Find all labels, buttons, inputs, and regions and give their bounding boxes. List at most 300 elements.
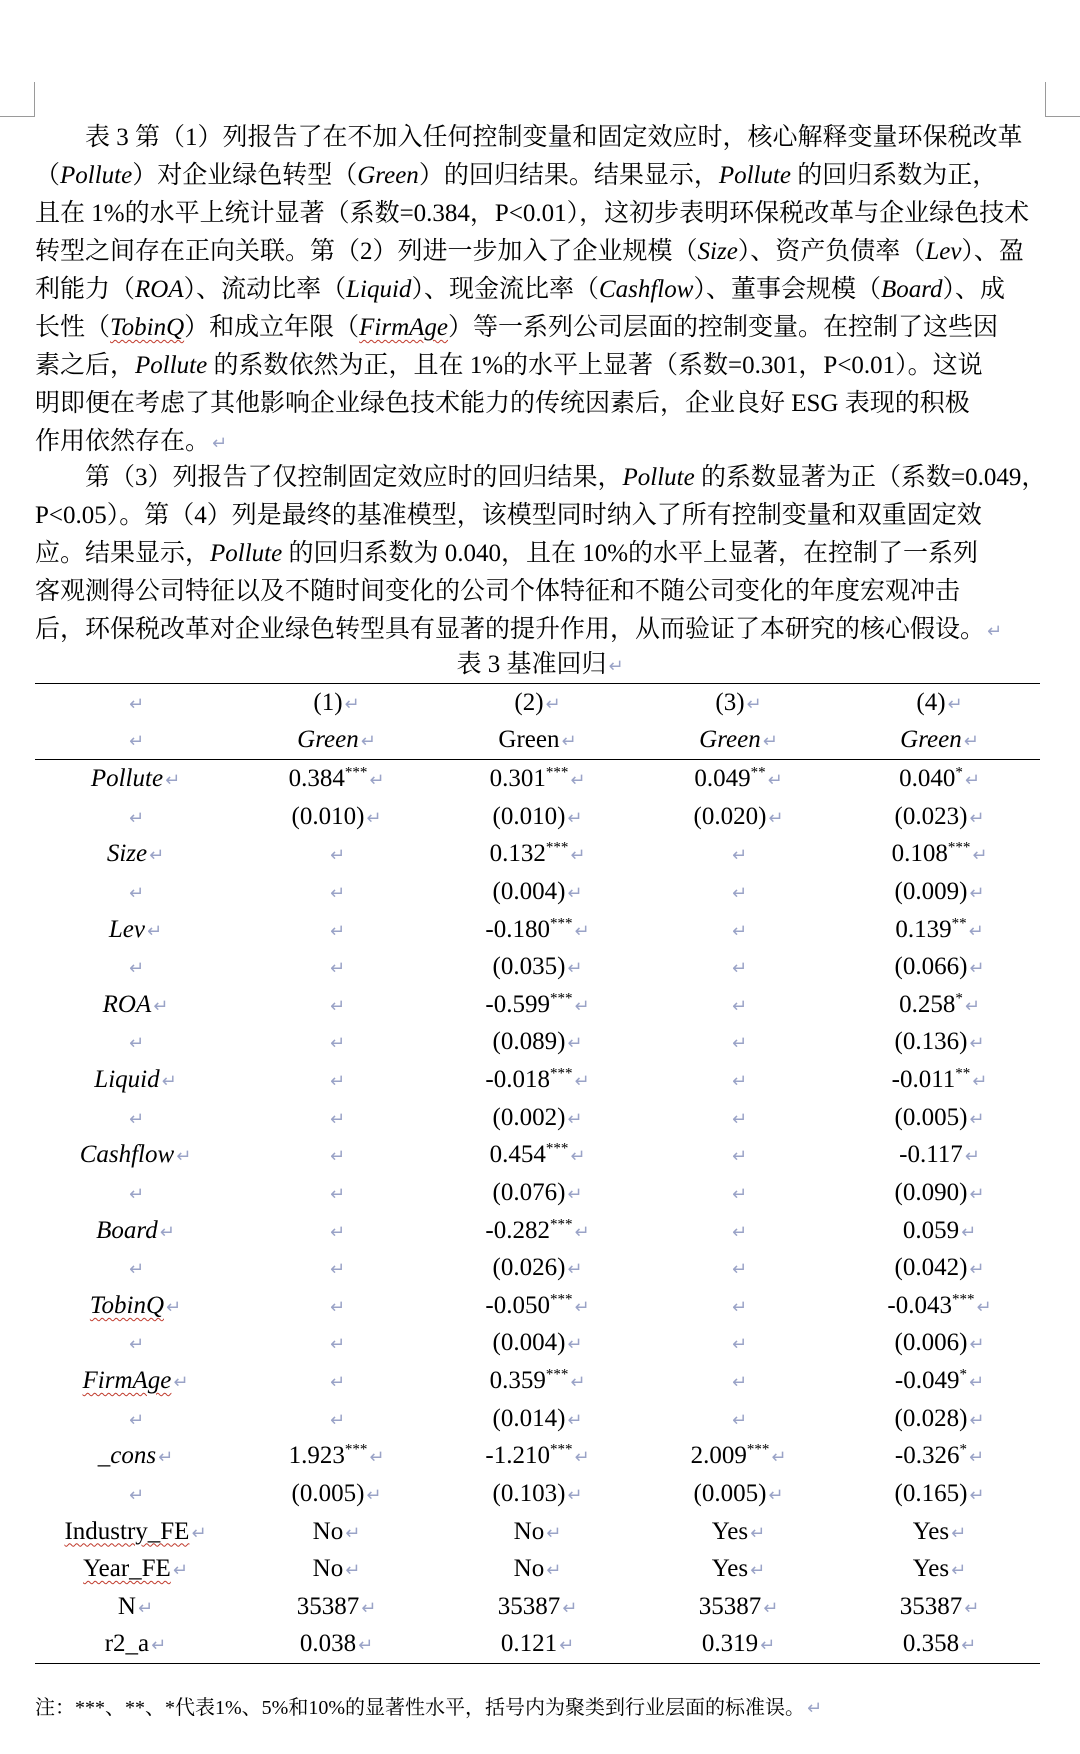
table-cell (638, 1174, 839, 1212)
table-cell (236, 1174, 437, 1212)
cell-value: Green (699, 726, 761, 754)
significance-stars: *** (344, 764, 368, 781)
return-mark-icon: ↵ (570, 845, 586, 867)
paragraph-line (35, 309, 1040, 347)
variable-name: TobinQ (110, 314, 185, 341)
table-cell (839, 1174, 1040, 1212)
cell-value: (0.042) (894, 1254, 968, 1282)
table-cell (236, 1287, 437, 1325)
row-label (35, 1513, 236, 1551)
return-mark-icon: ↵ (963, 731, 979, 753)
return-mark-icon: ↵ (972, 845, 988, 867)
table-cell (437, 1400, 638, 1438)
row-label (35, 1438, 236, 1476)
table-cell (437, 911, 638, 949)
return-mark-icon: ↵ (128, 731, 145, 753)
cell-value: 2.009 (690, 1442, 747, 1470)
significance-stars: *** (746, 1441, 770, 1458)
return-mark-icon: ↵ (567, 1484, 583, 1506)
table-cell (839, 836, 1040, 874)
return-mark-icon: ↵ (545, 693, 561, 715)
table-cell (638, 1588, 839, 1626)
table-note-text: 注：***、**、*代表1%、5%和10%的显著性水平，括号内为聚类到行业层面的标准误。 (35, 1697, 805, 1719)
table-cell (839, 760, 1040, 798)
return-mark-icon: ↵ (172, 1560, 188, 1582)
cell-value: Board (96, 1216, 158, 1244)
cell-value: 0.132 (489, 840, 546, 868)
return-mark-icon: ↵ (969, 1259, 985, 1281)
row-label (35, 798, 236, 836)
cell-value: No (513, 1517, 545, 1545)
table-cell (839, 1249, 1040, 1287)
return-mark-icon: ↵ (969, 882, 985, 904)
return-mark-icon: ↵ (961, 1221, 977, 1243)
table-cell (839, 1024, 1040, 1062)
cell-value: (0.136) (894, 1028, 968, 1056)
text-run: ）、成 (942, 276, 1006, 303)
cell-value: (0.009) (894, 877, 968, 905)
return-mark-icon: ↵ (574, 920, 590, 942)
table-cell (839, 1438, 1040, 1476)
table-cell (638, 986, 839, 1024)
text-run: 明即便在考虑了其他影响企业绿色技术能力的传统因素后，企业良好 ESG 表现的积极 (35, 390, 970, 417)
return-mark-icon: ↵ (128, 1183, 145, 1205)
text-run: 后，环保税改革对企业绿色转型具有显著的提升作用，从而验证了本研究的核心假设。 (35, 616, 986, 643)
table-row (35, 1137, 1040, 1175)
table-cell (437, 986, 638, 1024)
table-cell (437, 836, 638, 874)
return-mark-icon: ↵ (574, 995, 590, 1017)
cell-value: (0.076) (492, 1178, 566, 1206)
text-run: 应。结果显示， (35, 540, 211, 567)
return-mark-icon: ↵ (968, 920, 984, 942)
paragraph-line (35, 385, 1040, 423)
significance-stars: *** (549, 1291, 573, 1308)
return-mark-icon: ↵ (128, 1484, 145, 1506)
cell-value: ROA (102, 990, 152, 1018)
cell-value: 35387 (899, 1592, 963, 1620)
cell-value: (0.020) (693, 802, 767, 830)
return-mark-icon: ↵ (969, 807, 985, 829)
significance-stars: *** (545, 839, 569, 856)
text-run: 且在 1%的水平上统计显著（系数=0.384，P<0.01），这初步表明环保税改革与企业绿色技术 (35, 200, 1030, 227)
text-run: ）、盈 (961, 238, 1024, 265)
row-label (35, 1174, 236, 1212)
column-header (437, 684, 638, 722)
table-cell (236, 1513, 437, 1551)
text-run: ）的回归结果。结果显示， (418, 162, 719, 189)
return-mark-icon: ↵ (762, 731, 778, 753)
cell-value: 0.258 (899, 990, 956, 1018)
table-cell (839, 1362, 1040, 1400)
return-mark-icon: ↵ (128, 1259, 145, 1281)
paragraph-line (35, 611, 1040, 651)
cell-value: -0.011 (891, 1066, 956, 1094)
table-cell (839, 911, 1040, 949)
cell-value: 0.059 (902, 1216, 960, 1244)
table-cell (839, 948, 1040, 986)
row-label (35, 1212, 236, 1250)
text-run: 的系数显著为正（系数=0.049， (694, 464, 1047, 491)
row-label (35, 1249, 236, 1287)
cell-value: (4) (916, 688, 946, 716)
table-cell (437, 1249, 638, 1287)
cell-value: Pollute (90, 765, 164, 793)
text-run: 的系数依然为正，且在 1%的水平上显著（系数=0.301，P<0.01）。这说 (207, 352, 983, 379)
return-mark-icon: ↵ (329, 1033, 346, 1055)
cell-value: 0.108 (891, 840, 948, 868)
cell-value: 35387 (698, 1592, 762, 1620)
cell-value: (0.006) (894, 1329, 968, 1357)
return-mark-icon: ↵ (567, 1033, 583, 1055)
return-mark-icon: ↵ (731, 1071, 748, 1093)
table-row (35, 948, 1040, 986)
return-mark-icon: ↵ (329, 1334, 346, 1356)
column-header (638, 684, 839, 722)
significance-stars: *** (947, 839, 971, 856)
return-mark-icon: ↵ (731, 1146, 748, 1168)
row-label (35, 1550, 236, 1588)
return-mark-icon: ↵ (128, 1334, 145, 1356)
table-cell (638, 1325, 839, 1363)
return-mark-icon: ↵ (746, 693, 762, 715)
table-row (35, 873, 1040, 911)
table-cell (839, 873, 1040, 911)
return-mark-icon: ↵ (806, 1698, 823, 1719)
cell-value: -0.018 (485, 1066, 550, 1094)
column-header (236, 722, 437, 760)
table-cell (839, 1550, 1040, 1588)
cell-value: Yes (912, 1555, 950, 1583)
return-mark-icon: ↵ (969, 1334, 985, 1356)
cell-value: 0.121 (500, 1630, 558, 1658)
table-cell (437, 1362, 638, 1400)
table-header-row (35, 722, 1040, 760)
return-mark-icon: ↵ (570, 1372, 586, 1394)
return-mark-icon: ↵ (968, 1447, 985, 1469)
row-label (35, 1362, 236, 1400)
return-mark-icon: ↵ (567, 958, 583, 980)
return-mark-icon: ↵ (972, 1071, 988, 1093)
paragraph-2 (35, 459, 1047, 651)
paragraph-line (35, 119, 1040, 157)
return-mark-icon: ↵ (166, 1296, 182, 1318)
return-mark-icon: ↵ (176, 1146, 192, 1168)
table-cell (437, 873, 638, 911)
return-mark-icon: ↵ (151, 1635, 167, 1657)
return-mark-icon: ↵ (212, 433, 228, 454)
cell-value: No (312, 1517, 344, 1545)
table-row (35, 1400, 1040, 1438)
paragraph-line (35, 497, 1040, 535)
return-mark-icon: ↵ (329, 1108, 346, 1130)
variable-name: Size (697, 238, 738, 265)
page-corner-mark-right (1045, 82, 1080, 117)
table-cell (236, 836, 437, 874)
significance-stars: * (955, 990, 963, 1007)
table-cell (638, 1513, 839, 1551)
return-mark-icon: ↵ (344, 693, 360, 715)
return-mark-icon: ↵ (961, 1635, 977, 1657)
text-run: ）等一系列公司层面的控制变量。在控制了这些因 (448, 314, 999, 341)
return-mark-icon: ↵ (128, 693, 145, 715)
text-run: 的回归系数为 0.040，且在 10%的水平上显著，在控制了一系列 (282, 540, 979, 567)
return-mark-icon: ↵ (559, 1635, 575, 1657)
return-mark-icon: ↵ (329, 1372, 346, 1394)
table-cell (236, 1212, 437, 1250)
table-cell (839, 1475, 1040, 1513)
table-row (35, 1550, 1040, 1588)
return-mark-icon: ↵ (574, 1296, 590, 1318)
significance-stars: *** (951, 1291, 975, 1308)
table-cell (638, 1024, 839, 1062)
table-row (35, 1362, 1040, 1400)
table-cell (437, 1513, 638, 1551)
variable-name: Pollute (210, 540, 283, 567)
return-mark-icon: ↵ (369, 1447, 385, 1469)
paragraph-line (35, 347, 1040, 385)
return-mark-icon: ↵ (964, 1146, 980, 1168)
table-cell (437, 760, 638, 798)
cell-value: -1.210 (485, 1442, 550, 1470)
column-header (638, 722, 839, 760)
cell-value: 0.454 (489, 1141, 546, 1169)
paragraph-line (35, 271, 1040, 309)
table-cell (839, 1626, 1040, 1664)
cell-value: (1) (313, 688, 343, 716)
variable-name: Pollute (718, 162, 792, 189)
return-mark-icon: ↵ (731, 1108, 748, 1130)
return-mark-icon: ↵ (731, 920, 748, 942)
significance-stars: *** (549, 1216, 573, 1233)
significance-stars: *** (549, 1441, 573, 1458)
return-mark-icon: ↵ (731, 1296, 748, 1318)
cell-value: Cashflow (79, 1141, 175, 1169)
return-mark-icon: ↵ (768, 807, 784, 829)
table-row (35, 1325, 1040, 1363)
table-cell (437, 1061, 638, 1099)
cell-value: No (513, 1555, 545, 1583)
return-mark-icon: ↵ (159, 1221, 175, 1243)
cell-value: Yes (711, 1517, 749, 1545)
table-cell (638, 1287, 839, 1325)
table-cell (638, 873, 839, 911)
row-label (35, 1325, 236, 1363)
return-mark-icon: ↵ (158, 1447, 174, 1469)
table-cell (437, 1325, 638, 1363)
return-mark-icon: ↵ (750, 1560, 766, 1582)
return-mark-icon: ↵ (969, 1183, 985, 1205)
return-mark-icon: ↵ (345, 1522, 361, 1544)
cell-value: TobinQ (89, 1291, 164, 1319)
table-row (35, 1287, 1040, 1325)
cell-value: 0.358 (902, 1630, 960, 1658)
table-row (35, 1061, 1040, 1099)
return-mark-icon: ↵ (329, 1221, 346, 1243)
table-cell (839, 1400, 1040, 1438)
table-cell (236, 1061, 437, 1099)
cell-value: (0.005) (693, 1479, 767, 1507)
return-mark-icon: ↵ (731, 995, 748, 1017)
cell-value: -0.050 (485, 1291, 550, 1319)
paragraph-line (35, 423, 1040, 463)
significance-stars: *** (549, 990, 573, 1007)
return-mark-icon: ↵ (366, 1484, 382, 1506)
table-row (35, 1249, 1040, 1287)
significance-stars: *** (545, 1366, 569, 1383)
return-mark-icon: ↵ (161, 1071, 177, 1093)
cell-value: 1.923 (288, 1442, 345, 1470)
cell-value: Size (106, 840, 148, 868)
row-label (35, 1626, 236, 1664)
column-header (236, 684, 437, 722)
table-cell (638, 1249, 839, 1287)
cell-value: (0.090) (894, 1178, 968, 1206)
row-label (35, 1475, 236, 1513)
return-mark-icon: ↵ (969, 1409, 985, 1431)
variable-name: Pollute (135, 352, 208, 379)
variable-name: ROA (135, 276, 184, 303)
cell-value: (0.004) (492, 1329, 566, 1357)
return-mark-icon: ↵ (731, 1259, 748, 1281)
text-run: ）、董事会规模（ (693, 276, 881, 303)
table-cell (236, 986, 437, 1024)
table-cell (437, 1287, 638, 1325)
regression-table (35, 683, 1040, 1664)
header-label-cell (35, 684, 236, 722)
table-row (35, 1513, 1040, 1551)
return-mark-icon: ↵ (191, 1522, 207, 1544)
table-cell (839, 1513, 1040, 1551)
return-mark-icon: ↵ (731, 882, 748, 904)
return-mark-icon: ↵ (329, 1409, 346, 1431)
table-cell (638, 911, 839, 949)
cell-value: 0.301 (489, 765, 546, 793)
header-label-cell (35, 722, 236, 760)
cell-value: (0.103) (492, 1479, 566, 1507)
column-header (839, 684, 1040, 722)
table-cell (236, 1400, 437, 1438)
return-mark-icon: ↵ (128, 1409, 145, 1431)
table-cell (638, 798, 839, 836)
cell-value: (0.165) (894, 1479, 968, 1507)
column-header (839, 722, 1040, 760)
cell-value: (0.010) (492, 802, 566, 830)
variable-name: Pollute (622, 464, 695, 491)
page-corner-mark-left (0, 82, 35, 117)
table-cell (638, 1137, 839, 1175)
table-row (35, 1174, 1040, 1212)
return-mark-icon: ↵ (969, 1484, 985, 1506)
table-cell (236, 911, 437, 949)
cell-value: N (117, 1592, 136, 1620)
return-mark-icon: ↵ (969, 958, 985, 980)
table-cell (839, 1325, 1040, 1363)
return-mark-icon: ↵ (731, 1221, 748, 1243)
table-cell (839, 798, 1040, 836)
significance-stars: ** (955, 1065, 971, 1082)
cell-value: (0.004) (492, 877, 566, 905)
table-cell (839, 1588, 1040, 1626)
return-mark-icon: ↵ (574, 1071, 590, 1093)
significance-stars: ** (951, 915, 967, 932)
row-label (35, 986, 236, 1024)
table-cell (236, 1325, 437, 1363)
cell-value: 0.359 (489, 1367, 546, 1395)
cell-value: 0.040 (899, 765, 956, 793)
table-cell (437, 1024, 638, 1062)
table-cell (437, 1137, 638, 1175)
return-mark-icon: ↵ (329, 1259, 346, 1281)
cell-value: (0.028) (894, 1404, 968, 1432)
variable-name: Board (880, 276, 943, 303)
return-mark-icon: ↵ (768, 1484, 784, 1506)
return-mark-icon: ↵ (360, 731, 376, 753)
cell-value: 0.139 (895, 915, 952, 943)
cell-value: -0.599 (485, 990, 550, 1018)
table-cell (638, 1212, 839, 1250)
cell-value: -0.043 (887, 1291, 952, 1319)
table-cell (839, 1099, 1040, 1137)
text-run: ）、资产负债率（ (737, 238, 926, 265)
table-cell (236, 760, 437, 798)
table-cell (437, 798, 638, 836)
paragraph-line (35, 233, 1040, 271)
table-cell (839, 986, 1040, 1024)
table-cell (437, 1212, 638, 1250)
table-cell (236, 1550, 437, 1588)
cell-value: 35387 (296, 1592, 360, 1620)
cell-value: -0.049 (894, 1367, 960, 1395)
cell-value: Lev (108, 915, 145, 943)
significance-stars: * (959, 1366, 967, 1383)
return-mark-icon: ↵ (731, 958, 748, 980)
return-mark-icon: ↵ (329, 1296, 346, 1318)
return-mark-icon: ↵ (987, 621, 1003, 642)
cell-value: _cons (97, 1442, 157, 1470)
significance-stars: ** (750, 764, 766, 781)
row-label (35, 911, 236, 949)
table-cell (437, 1550, 638, 1588)
cell-value: (0.035) (492, 953, 566, 981)
table-cell (236, 1438, 437, 1476)
table-cell (236, 1475, 437, 1513)
table-cell (437, 1588, 638, 1626)
return-mark-icon: ↵ (173, 1372, 189, 1394)
cell-value: (0.026) (492, 1254, 566, 1282)
return-mark-icon: ↵ (128, 807, 145, 829)
cell-value: 0.049 (694, 765, 751, 793)
cell-value: No (312, 1555, 344, 1583)
return-mark-icon: ↵ (329, 1183, 346, 1205)
cell-value: (0.010) (291, 802, 365, 830)
row-label (35, 1588, 236, 1626)
return-mark-icon: ↵ (147, 920, 163, 942)
return-mark-icon: ↵ (574, 1447, 590, 1469)
return-mark-icon: ↵ (570, 770, 586, 792)
table-note (35, 1693, 822, 1724)
return-mark-icon: ↵ (951, 1522, 967, 1544)
cell-value: 35387 (497, 1592, 561, 1620)
table-cell (638, 948, 839, 986)
return-mark-icon: ↵ (731, 1183, 748, 1205)
return-mark-icon: ↵ (763, 1597, 779, 1619)
return-mark-icon: ↵ (361, 1597, 377, 1619)
return-mark-icon: ↵ (369, 770, 385, 792)
significance-stars: *** (545, 1140, 569, 1157)
table-row (35, 1626, 1040, 1664)
variable-name: Liquid (346, 276, 412, 303)
